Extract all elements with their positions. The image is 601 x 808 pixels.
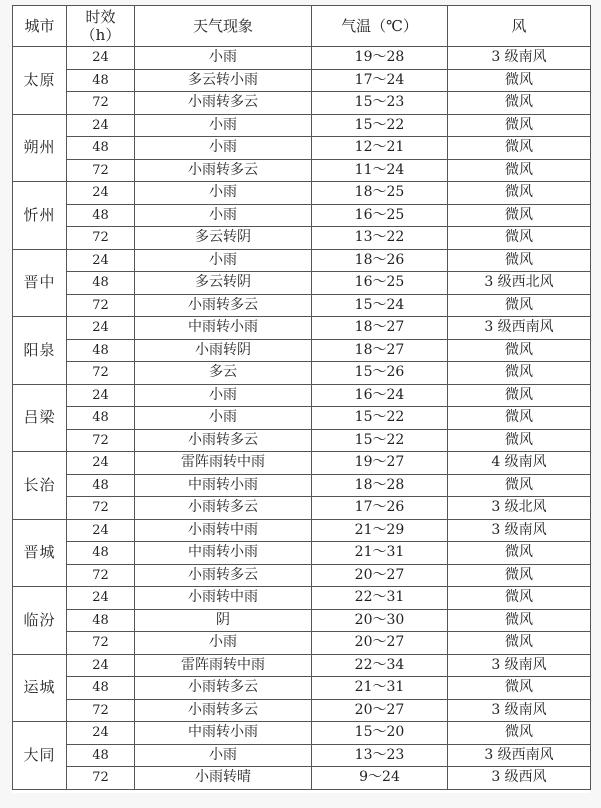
table-row <box>13 137 591 160</box>
hours-cell: 72 <box>67 227 135 250</box>
table-row <box>13 294 591 317</box>
hours-cell: 72 <box>67 767 135 790</box>
hours-cell: 48 <box>67 474 135 497</box>
wind-cell: 微风 <box>448 609 591 632</box>
header-hours <box>67 6 135 47</box>
table-row <box>13 249 591 272</box>
table-row <box>13 474 591 497</box>
temperature-cell: 18～26 <box>312 249 448 272</box>
header-temperature: 气温（℃） <box>312 6 448 47</box>
hours-cell: 24 <box>67 384 135 407</box>
table-row <box>13 384 591 407</box>
hours-cell: 48 <box>67 677 135 700</box>
header-city: 城市 <box>13 6 67 47</box>
weather-cell: 中雨转小雨 <box>135 722 312 745</box>
table-row <box>13 632 591 655</box>
temperature-cell: 16～24 <box>312 384 448 407</box>
weather-cell: 小雨转多云 <box>135 677 312 700</box>
table-row <box>13 542 591 565</box>
hours-cell: 48 <box>67 272 135 295</box>
header-hours-line2: （h） <box>80 26 121 44</box>
temperature-cell: 15～22 <box>312 429 448 452</box>
temperature-cell: 21～31 <box>312 677 448 700</box>
wind-cell: 3 级西风 <box>448 767 591 790</box>
temperature-cell: 13～23 <box>312 744 448 767</box>
hours-cell: 48 <box>67 339 135 362</box>
hours-cell: 24 <box>67 317 135 340</box>
table-row <box>13 677 591 700</box>
wind-cell: 微风 <box>448 137 591 160</box>
table-row <box>13 609 591 632</box>
wind-cell: 3 级南风 <box>448 519 591 542</box>
temperature-cell: 22～31 <box>312 587 448 610</box>
weather-cell: 小雨 <box>135 407 312 430</box>
wind-cell: 微风 <box>448 429 591 452</box>
table-row <box>13 452 591 475</box>
hours-cell: 24 <box>67 47 135 70</box>
weather-cell: 小雨转阴 <box>135 339 312 362</box>
weather-cell: 小雨转中雨 <box>135 587 312 610</box>
table-row <box>13 407 591 430</box>
weather-cell: 小雨转多云 <box>135 92 312 115</box>
table-row <box>13 227 591 250</box>
city-cell: 朔州 <box>13 114 67 182</box>
weather-cell: 雷阵雨转中雨 <box>135 654 312 677</box>
temperature-cell: 13～22 <box>312 227 448 250</box>
wind-cell: 3 级西南风 <box>448 744 591 767</box>
table-row <box>13 654 591 677</box>
temperature-cell: 15～23 <box>312 92 448 115</box>
temperature-cell: 21～31 <box>312 542 448 565</box>
weather-cell: 多云 <box>135 362 312 385</box>
city-cell: 吕梁 <box>13 384 67 452</box>
wind-cell: 微风 <box>448 69 591 92</box>
table-row <box>13 114 591 137</box>
weather-cell: 多云转阴 <box>135 227 312 250</box>
city-cell: 晋城 <box>13 519 67 587</box>
wind-cell: 微风 <box>448 407 591 430</box>
table-row <box>13 362 591 385</box>
hours-cell: 24 <box>67 182 135 205</box>
hours-cell: 24 <box>67 452 135 475</box>
table-row <box>13 159 591 182</box>
temperature-cell: 20～27 <box>312 632 448 655</box>
wind-cell: 微风 <box>448 114 591 137</box>
hours-cell: 48 <box>67 542 135 565</box>
table-row <box>13 519 591 542</box>
weather-cell: 多云转小雨 <box>135 69 312 92</box>
hours-cell: 72 <box>67 429 135 452</box>
weather-cell: 小雨转中雨 <box>135 519 312 542</box>
table-row <box>13 92 591 115</box>
table-row <box>13 69 591 92</box>
hours-cell: 48 <box>67 744 135 767</box>
table-row <box>13 744 591 767</box>
table-row <box>13 47 591 70</box>
city-cell: 晋中 <box>13 249 67 317</box>
hours-cell: 24 <box>67 249 135 272</box>
hours-cell: 48 <box>67 69 135 92</box>
temperature-cell: 9～24 <box>312 767 448 790</box>
weather-cell: 小雨转多云 <box>135 699 312 722</box>
forecast-body <box>13 47 591 790</box>
temperature-cell: 21～29 <box>312 519 448 542</box>
wind-cell: 3 级北风 <box>448 497 591 520</box>
hours-cell: 72 <box>67 632 135 655</box>
temperature-cell: 20～27 <box>312 699 448 722</box>
table-row <box>13 339 591 362</box>
temperature-cell: 18～28 <box>312 474 448 497</box>
wind-cell: 微风 <box>448 474 591 497</box>
temperature-cell: 22～34 <box>312 654 448 677</box>
hours-cell: 72 <box>67 92 135 115</box>
weather-cell: 小雨 <box>135 47 312 70</box>
wind-cell: 微风 <box>448 159 591 182</box>
weather-cell: 多云转阴 <box>135 272 312 295</box>
temperature-cell: 15～24 <box>312 294 448 317</box>
weather-cell: 中雨转小雨 <box>135 542 312 565</box>
wind-cell: 微风 <box>448 182 591 205</box>
weather-cell: 小雨 <box>135 249 312 272</box>
hours-cell: 24 <box>67 519 135 542</box>
header-wind: 风 <box>448 6 591 47</box>
wind-cell: 3 级南风 <box>448 699 591 722</box>
weather-cell: 小雨 <box>135 744 312 767</box>
header-hours-line1: 时效 <box>85 8 116 26</box>
wind-cell: 微风 <box>448 587 591 610</box>
temperature-cell: 16～25 <box>312 272 448 295</box>
forecast-sheet <box>12 5 590 793</box>
city-cell: 大同 <box>13 722 67 790</box>
city-cell: 运城 <box>13 654 67 722</box>
weather-cell: 小雨转多云 <box>135 429 312 452</box>
weather-cell: 小雨 <box>135 384 312 407</box>
weather-cell: 小雨 <box>135 204 312 227</box>
hours-cell: 24 <box>67 114 135 137</box>
temperature-cell: 20～27 <box>312 564 448 587</box>
wind-cell: 3 级南风 <box>448 654 591 677</box>
temperature-cell: 19～27 <box>312 452 448 475</box>
hours-cell: 48 <box>67 609 135 632</box>
temperature-cell: 15～22 <box>312 114 448 137</box>
weather-cell: 小雨 <box>135 632 312 655</box>
wind-cell: 微风 <box>448 677 591 700</box>
city-cell: 太原 <box>13 47 67 115</box>
weather-cell: 中雨转小雨 <box>135 474 312 497</box>
hours-cell: 72 <box>67 362 135 385</box>
hours-cell: 48 <box>67 407 135 430</box>
weather-cell: 雷阵雨转中雨 <box>135 452 312 475</box>
wind-cell: 微风 <box>448 632 591 655</box>
weather-cell: 中雨转小雨 <box>135 317 312 340</box>
temperature-cell: 19～28 <box>312 47 448 70</box>
temperature-cell: 18～27 <box>312 317 448 340</box>
weather-cell: 小雨 <box>135 182 312 205</box>
table-row <box>13 272 591 295</box>
temperature-cell: 16～25 <box>312 204 448 227</box>
city-cell: 阳泉 <box>13 317 67 385</box>
weather-cell: 小雨 <box>135 137 312 160</box>
weather-cell: 阴 <box>135 609 312 632</box>
table-row <box>13 722 591 745</box>
wind-cell: 4 级南风 <box>448 452 591 475</box>
table-row <box>13 699 591 722</box>
wind-cell: 微风 <box>448 542 591 565</box>
weather-cell: 小雨转晴 <box>135 767 312 790</box>
wind-cell: 微风 <box>448 294 591 317</box>
hours-cell: 48 <box>67 204 135 227</box>
wind-cell: 微风 <box>448 362 591 385</box>
table-row <box>13 182 591 205</box>
table-row <box>13 587 591 610</box>
table-row <box>13 204 591 227</box>
hours-cell: 24 <box>67 587 135 610</box>
temperature-cell: 15～20 <box>312 722 448 745</box>
hours-cell: 72 <box>67 159 135 182</box>
table-row <box>13 767 591 790</box>
table-row <box>13 429 591 452</box>
wind-cell: 微风 <box>448 249 591 272</box>
temperature-cell: 12～21 <box>312 137 448 160</box>
city-cell: 临汾 <box>13 587 67 655</box>
weather-cell: 小雨转多云 <box>135 294 312 317</box>
wind-cell: 微风 <box>448 722 591 745</box>
temperature-cell: 17～24 <box>312 69 448 92</box>
weather-cell: 小雨 <box>135 114 312 137</box>
wind-cell: 微风 <box>448 92 591 115</box>
header-row <box>13 6 591 47</box>
city-cell: 忻州 <box>13 182 67 250</box>
temperature-cell: 18～27 <box>312 339 448 362</box>
wind-cell: 3 级西北风 <box>448 272 591 295</box>
wind-cell: 微风 <box>448 227 591 250</box>
hours-cell: 72 <box>67 497 135 520</box>
table-row <box>13 497 591 520</box>
temperature-cell: 20～30 <box>312 609 448 632</box>
wind-cell: 3 级西南风 <box>448 317 591 340</box>
wind-cell: 微风 <box>448 339 591 362</box>
header-weather: 天气现象 <box>135 6 312 47</box>
hours-cell: 72 <box>67 699 135 722</box>
forecast-table <box>12 5 591 790</box>
temperature-cell: 15～22 <box>312 407 448 430</box>
wind-cell: 微风 <box>448 384 591 407</box>
wind-cell: 微风 <box>448 564 591 587</box>
temperature-cell: 17～26 <box>312 497 448 520</box>
wind-cell: 3 级南风 <box>448 47 591 70</box>
hours-cell: 24 <box>67 654 135 677</box>
weather-cell: 小雨转多云 <box>135 497 312 520</box>
hours-cell: 48 <box>67 137 135 160</box>
temperature-cell: 18～25 <box>312 182 448 205</box>
hours-cell: 24 <box>67 722 135 745</box>
table-row <box>13 564 591 587</box>
temperature-cell: 15～26 <box>312 362 448 385</box>
weather-cell: 小雨转多云 <box>135 159 312 182</box>
temperature-cell: 11～24 <box>312 159 448 182</box>
city-cell: 长治 <box>13 452 67 520</box>
weather-cell: 小雨转多云 <box>135 564 312 587</box>
wind-cell: 微风 <box>448 204 591 227</box>
hours-cell: 72 <box>67 294 135 317</box>
table-row <box>13 317 591 340</box>
hours-cell: 72 <box>67 564 135 587</box>
